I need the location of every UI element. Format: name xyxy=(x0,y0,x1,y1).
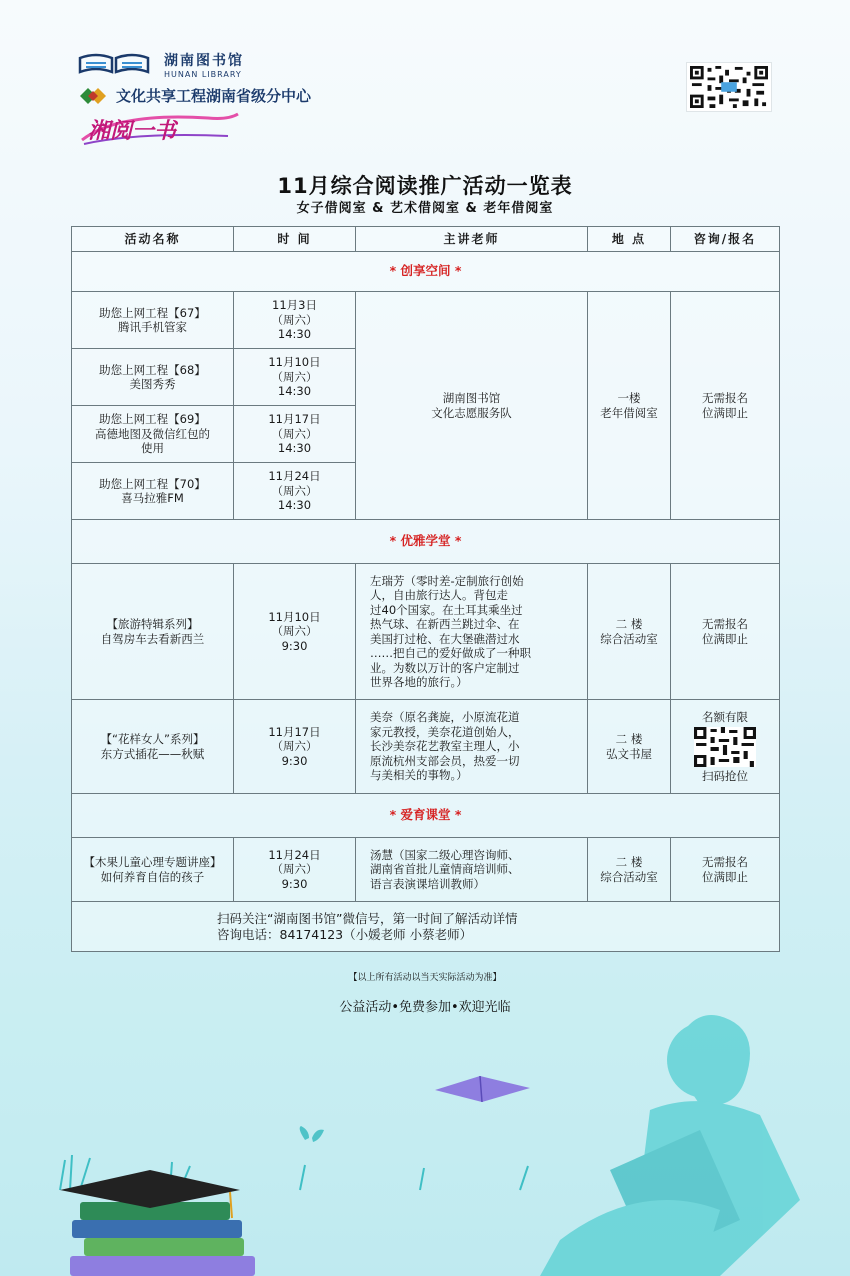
activity-signup: 无需报名 位满即止 xyxy=(671,838,780,902)
activity-time: 11月24日 （周六） 9:30 xyxy=(234,838,356,902)
activity-name: 【“花样女人”系列】 东方式插花——秋赋 xyxy=(72,700,234,794)
header-logos xyxy=(78,50,311,152)
activity-name: 助您上网工程【70】 喜马拉雅FM xyxy=(72,463,234,520)
page-subtitle: 女子借阅室 & 艺术借阅室 & 老年借阅室 xyxy=(296,201,554,216)
page-title: 11月综合阅读推广活动一览表 xyxy=(277,174,573,198)
activity-time: 11月24日 （周六） 14:30 xyxy=(234,463,356,520)
table-row xyxy=(72,700,780,794)
section-row xyxy=(72,794,780,838)
activity-time: 11月17日 （周六） 14:30 xyxy=(234,406,356,463)
hunan-library-logo-icon xyxy=(78,52,150,78)
activity-place: 二 楼 综合活动室 xyxy=(588,838,671,902)
activity-name: 【旅游特辑系列】 自驾房车去看新西兰 xyxy=(72,564,234,700)
section-title: * 爱育课堂 * xyxy=(72,794,780,838)
activity-signup: 无需报名 位满即止 xyxy=(671,564,780,700)
table-header-row xyxy=(72,227,780,252)
reading-girl-silhouette-icon xyxy=(540,1015,800,1276)
activity-table xyxy=(71,226,780,952)
butterfly-icon xyxy=(300,1126,324,1142)
activity-place: 二 楼 综合活动室 xyxy=(588,564,671,700)
slogan: 公益活动•免费参加•欢迎光临 xyxy=(339,1000,511,1015)
activity-time: 11月17日 （周六） 9:30 xyxy=(234,700,356,794)
activity-teacher: 湖南图书馆 文化志愿服务队 xyxy=(356,292,588,520)
activity-time: 11月3日 （周六） 14:30 xyxy=(234,292,356,349)
xiangyue-brand-text: 湘阅一书 xyxy=(88,118,177,144)
hunan-library-logo xyxy=(78,50,311,79)
activity-name: 助您上网工程【69】 高德地图及微信红包的 使用 xyxy=(72,406,234,463)
activity-teacher: 左瑞芳（零时差-定制旅行创始 人，自由旅行达人。背包走 过40个国家。在土耳其乘坐过 热气球、在新西兰跳过伞、在 美国打过枪、在大堡礁潜过水 ……把自己的爱好做成了一种职 业。为数以万计的客户定制过 世界各地的旅行。） xyxy=(356,564,588,700)
share-center-name: 文化共享工程湖南省级分中心 xyxy=(116,87,312,105)
disclaimer-note: 【以上所有活动以当天实际活动为准】 xyxy=(348,973,502,983)
culture-share-logo xyxy=(78,85,311,106)
column-header: 地 点 xyxy=(588,227,671,252)
section-title: * 优雅学堂 * xyxy=(72,520,780,564)
activity-time: 11月10日 （周六） 9:30 xyxy=(234,564,356,700)
activity-name: 助您上网工程【68】 美图秀秀 xyxy=(72,349,234,406)
qr-code-icon[interactable] xyxy=(686,62,772,112)
column-header: 咨询/报名 xyxy=(671,227,780,252)
column-header: 活动名称 xyxy=(72,227,234,252)
library-name-en: HUNAN LIBRARY xyxy=(164,70,242,79)
activity-teacher: 汤慧（国家二级心理咨询师、 湖南省首批儿童情商培训师、 语言表演课培训教师） xyxy=(356,838,588,902)
table-row xyxy=(72,292,780,349)
activity-signup: 无需报名 位满即止 xyxy=(671,292,780,520)
section-row xyxy=(72,520,780,564)
activity-place: 二 楼 弘文书屋 xyxy=(588,700,671,794)
qr-code-icon[interactable] xyxy=(694,727,756,767)
library-name-cn: 湖南图书馆 xyxy=(164,53,244,69)
activity-name: 【木果儿童心理专题讲座】 如何养育自信的孩子 xyxy=(72,838,234,902)
xiangyue-brand-logo xyxy=(78,110,243,148)
activity-signup: 名额有限 扫码抢位 xyxy=(671,700,780,794)
activity-place: 一楼 老年借阅室 xyxy=(588,292,671,520)
section-title: * 创享空间 * xyxy=(72,252,780,292)
column-header: 主讲老师 xyxy=(356,227,588,252)
flying-book-icon xyxy=(435,1076,530,1102)
book-stack-icon xyxy=(60,1170,255,1276)
table-row xyxy=(72,564,780,700)
culture-share-logo-icon xyxy=(78,86,108,106)
table-row xyxy=(72,838,780,902)
activity-time: 11月10日 （周六） 14:30 xyxy=(234,349,356,406)
activity-teacher: 美奈（原名龚旋，小原流花道 家元教授，美奈花道创始人， 长沙美奈花艺教室主理人，小 原流杭州支部会员，热爱一切 与美相关的事物。） xyxy=(356,700,588,794)
activity-name: 助您上网工程【67】 腾讯手机管家 xyxy=(72,292,234,349)
decorative-illustration xyxy=(0,940,850,1276)
contact-info: 扫码关注“湖南图书馆”微信号，第一时间了解活动详情 咨询电话：84174123（小媛老师 小蔡老师） xyxy=(72,902,780,952)
section-row xyxy=(72,252,780,292)
column-header: 时 间 xyxy=(234,227,356,252)
